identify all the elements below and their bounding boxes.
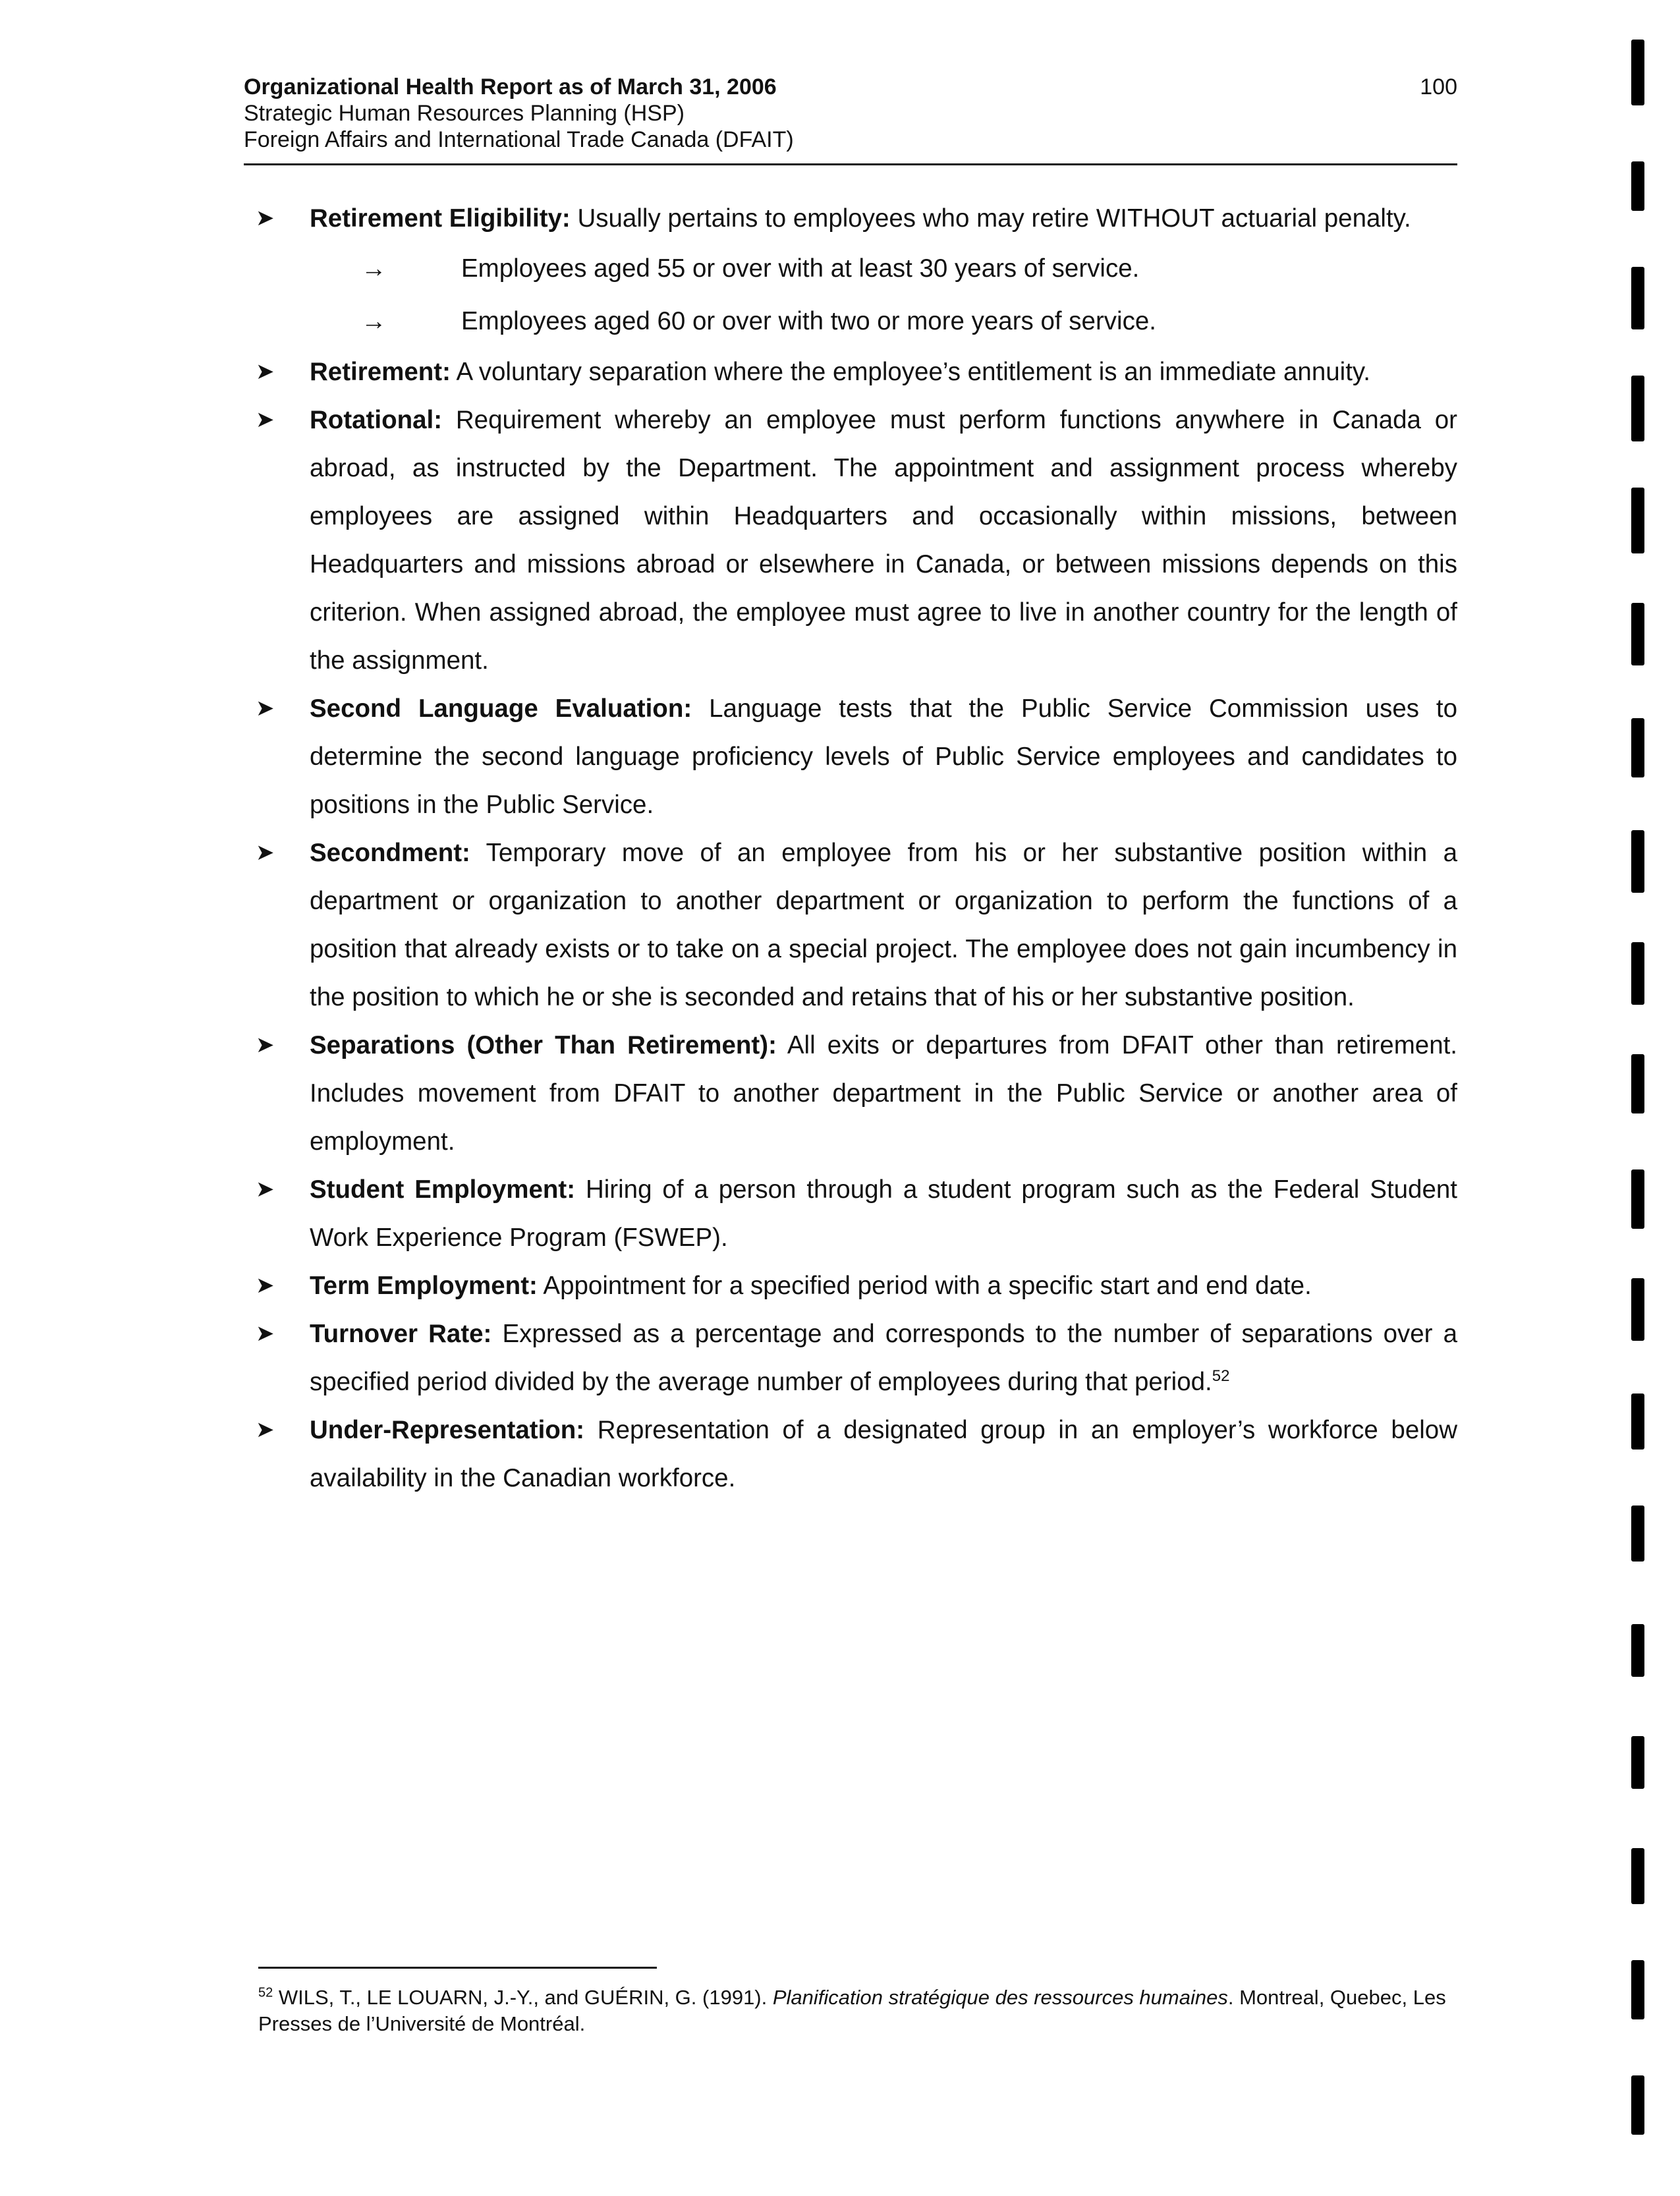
glossary-definition: Usually pertains to employees who may retire WITHOUT actuarial penalty. [570,204,1411,233]
footnote-divider [258,1967,657,1969]
glossary-term: Rotational: [310,406,443,434]
binding-mark [1631,830,1644,893]
binding-mark [1631,1736,1644,1789]
binding-mark [1631,1278,1644,1341]
glossary-definition: Representation of a designated group in an employer’s workforce below availability in the Canadian workforce. [310,1416,1457,1492]
glossary-definition: All exits or departures from DFAIT other than retirement. Includes movement from DFAIT to another department in the Public Service or another area of employment. [310,1031,1458,1156]
bullet-arrowhead-icon: ➤ [256,1032,275,1057]
bullet-arrowhead-icon: ➤ [256,407,275,432]
glossary-term: Retirement Eligibility: [310,204,571,233]
bullet-arrowhead-icon: ➤ [256,1417,275,1442]
binding-mark [1631,2075,1644,2135]
glossary-entry-secondment [244,829,1457,1021]
binding-mark [1631,1848,1644,1904]
bullet-arrowhead-icon: ➤ [256,1321,275,1346]
report-subtitle: Strategic Human Resources Planning (HSP) [244,101,685,126]
glossary-entry-under-representation [244,1406,1457,1502]
glossary-term: Student Employment: [310,1175,576,1204]
glossary-entry-separations [244,1021,1457,1166]
footnote [258,1985,1457,2037]
glossary-entry-rotational [244,396,1457,685]
footnote-book-title: Planification stratégique des ressources humaines [772,1986,1228,2009]
glossary-term: Under-Representation: [310,1416,585,1444]
sub-item [244,295,1457,348]
bullet-arrowhead-icon: ➤ [256,1177,275,1202]
bullet-arrowhead-icon: ➤ [256,840,275,865]
glossary-entry-second-language-evaluation [244,685,1457,829]
glossary-list [244,194,1457,1502]
binding-mark [1631,942,1644,1005]
glossary-term: Retirement: [310,358,451,386]
department-name: Foreign Affairs and International Trade Canada (DFAIT) [244,127,794,152]
binding-mark [1631,1624,1644,1677]
binding-mark [1631,1960,1644,2019]
glossary-term: Second Language Evaluation: [310,694,692,723]
footnote-authors: WILS, T., LE LOUARN, J.-Y., and GUÉRIN, G. (1991). [273,1986,773,2009]
footnote-number: 52 [258,1985,273,2000]
sub-item-text: Employees aged 60 or over with two or more years of service. [461,307,1156,335]
binding-mark [1631,1169,1644,1229]
bullet-arrowhead-icon: ➤ [256,696,275,721]
right-arrow-icon: → [361,307,387,335]
report-title: Organizational Health Report as of March 31, 2006 [244,74,777,99]
glossary-entry-turnover-rate [244,1310,1457,1406]
glossary-definition: A voluntary separation where the employee’s entitlement is an immediate annuity. [450,358,1370,386]
binding-mark [1631,718,1644,777]
binding-mark [1631,267,1644,329]
glossary-term: Secondment: [310,839,470,867]
binding-mark [1631,161,1644,211]
glossary-definition: Requirement whereby an employee must perform functions anywhere in Canada or abroad, as instructed by the Department. The appointment and assignment process whereby employees are assigned within Headquarters and occasionally within missions, between Headquarters and missions abroad or elsewhere in Canada, or between missions depends on this criterion. When assigned abroad, the employee must agree to live in another country for the length of the assignment. [310,406,1457,675]
glossary-entry-term-employment [244,1262,1457,1310]
page-header [244,74,1457,165]
glossary-term: Turnover Rate: [310,1320,492,1348]
glossary-entry-retirement [244,348,1457,396]
binding-mark [1631,1506,1644,1562]
bullet-arrowhead-icon: ➤ [256,1273,275,1298]
footnote-reference[interactable]: 52 [1212,1367,1230,1386]
binding-mark [1631,1394,1644,1450]
binding-mark [1631,603,1644,665]
binding-mark [1631,40,1644,105]
binding-mark [1631,1054,1644,1113]
bullet-arrowhead-icon: ➤ [256,359,275,384]
bullet-arrowhead-icon: ➤ [256,206,275,231]
glossary-definition: Temporary move of an employee from his or her substantive position within a department or organization to another department or organization to perform the functions of a position that already exists or to take on a special project. The employee does not gain incumbency in the position to which he or she is seconded and retains that of his or her substantive position. [310,839,1457,1011]
right-arrow-icon: → [361,254,387,283]
binding-mark [1631,488,1644,553]
sub-item-text: Employees aged 55 or over with at least 30 years of service. [461,254,1140,283]
binding-mark [1631,376,1644,441]
glossary-term: Separations (Other Than Retirement): [310,1031,777,1059]
glossary-entry-student-employment [244,1166,1457,1262]
footnote-publisher: . Montreal, Quebec, Les Presses de l’Université de Montréal. [258,1986,1446,2035]
glossary-term: Term Employment: [310,1272,538,1300]
glossary-entry-retirement-eligibility [244,194,1457,242]
glossary-definition: Appointment for a specified period with a specific start and end date. [537,1272,1312,1300]
glossary-definition: Expressed as a percentage and corresponds to the number of separations over a specified period divided by the average number of employees during that period. [310,1320,1457,1396]
glossary-definition: Hiring of a person through a student program such as the Federal Student Work Experience Program (FSWEP). [310,1175,1457,1252]
page-number: 100 [1420,74,1457,99]
sub-item [244,242,1457,295]
glossary-definition: Language tests that the Public Service Commission uses to determine the second language proficiency levels of Public Service employees and candidates to positions in the Public Service. [310,694,1457,819]
